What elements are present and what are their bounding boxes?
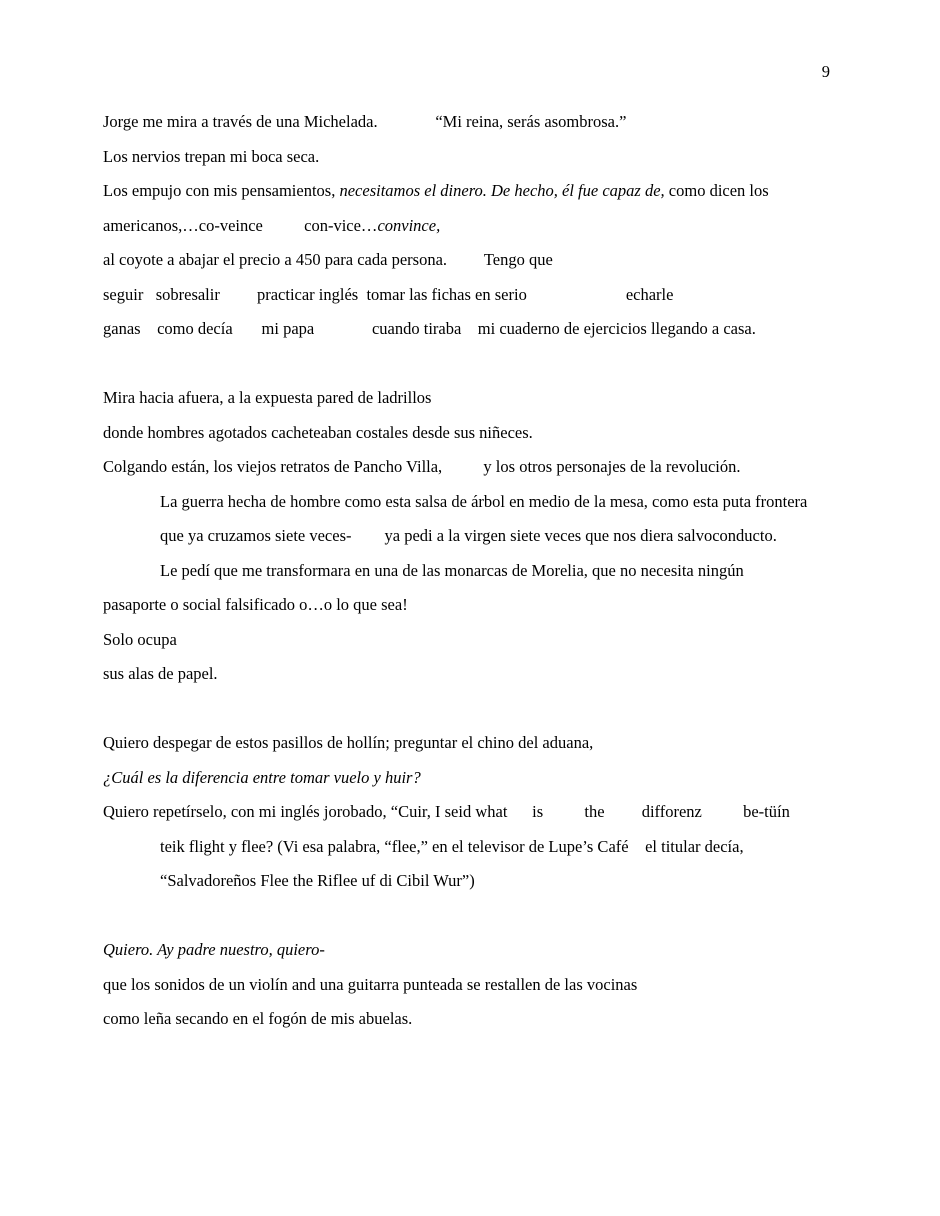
poem-text-segment: pasaporte o social falsificado o…o lo que sea!: [103, 595, 408, 614]
poem-text-segment: ganas como decía mi papa cuando tiraba mi cuaderno de ejercicios llegando a casa.: [103, 319, 756, 338]
poem-text-segment-italic: convince,: [377, 215, 441, 235]
poem-line: [103, 795, 848, 830]
poem-line: [103, 830, 848, 865]
poem-line: [103, 657, 848, 692]
poem-blank-line: [103, 899, 848, 934]
poem-line: [103, 312, 848, 347]
poem-text-segment: americanos,…co-veince con-vice…: [103, 215, 378, 235]
poem-line: [103, 174, 848, 209]
poem-blank-line: [103, 347, 848, 382]
poem-text-segment: Quiero despegar de estos pasillos de hollín; preguntar el chino del aduana,: [103, 733, 594, 752]
poem-text-segment: teik flight y flee? (Vi esa palabra, “flee,” en el televisor de Lupe’s Café el titular decía,: [160, 836, 744, 856]
page-number: 9: [821, 62, 830, 81]
poem-text-segment: que ya cruzamos siete veces- ya pedi a la virgen siete veces que nos diera salvoconducto.: [160, 526, 777, 545]
poem-text-segment: Solo ocupa: [103, 629, 177, 649]
poem-text-segment-italic: Quiero. Ay padre nuestro, quiero-: [103, 940, 325, 959]
poem-text-segment: al coyote a abajar el precio a 450 para cada persona. Tengo que: [103, 250, 553, 269]
poem-text-segment-italic: ¿Cuál es la diferencia entre tomar vuelo y huir?: [103, 767, 421, 787]
poem-line: [103, 761, 848, 796]
poem-body: [103, 105, 848, 1037]
poem-line: [103, 933, 848, 968]
poem-line: [103, 864, 848, 899]
poem-line: [103, 554, 848, 589]
poem-line: [103, 381, 848, 416]
poem-line: [103, 105, 848, 140]
poem-line: [103, 485, 848, 520]
poem-line: [103, 588, 848, 623]
poem-line: [103, 623, 848, 658]
poem-line: [103, 209, 848, 244]
poem-text-segment: Colgando están, los viejos retratos de Pancho Villa, y los otros personajes de la revolución.: [103, 457, 741, 476]
poem-line: [103, 1002, 848, 1037]
poem-text-segment: sus alas de papel.: [103, 664, 218, 683]
poem-text-segment: Los nervios trepan mi boca seca.: [103, 146, 320, 166]
poem-line: [103, 278, 848, 313]
poem-text-segment: Le pedí que me transformara en una de las monarcas de Morelia, que no necesita ningún: [160, 560, 744, 580]
poem-text-segment: que los sonidos de un violín and una guitarra punteada se restallen de las vocinas: [103, 974, 638, 994]
poem-text-segment-italic: necesitamos el dinero. De hecho, él fue capaz de,: [339, 181, 665, 200]
poem-text-segment: seguir sobresalir practicar inglés tomar las fichas en serio echarle: [103, 284, 674, 304]
poem-text-segment: como dicen los: [664, 181, 769, 200]
poem-line: [103, 450, 848, 485]
poem-line: [103, 968, 848, 1003]
poem-line: [103, 519, 848, 554]
poem-text-segment: Quiero repetírselo, con mi inglés jorobado, “Cuir, I seid what is the difforenz be-tüín: [103, 802, 790, 821]
poem-text-segment: como leña secando en el fogón de mis abuelas.: [103, 1009, 413, 1028]
poem-line: [103, 416, 848, 451]
poem-text-segment: Jorge me mira a través de una Michelada. “Mi reina, serás asombrosa.”: [103, 112, 627, 131]
poem-text-segment: Mira hacia afuera, a la expuesta pared de ladrillos: [103, 388, 432, 407]
poem-text-segment: La guerra hecha de hombre como esta salsa de árbol en medio de la mesa, como esta puta frontera: [160, 491, 808, 511]
poem-text-segment: “Salvadoreños Flee the Riflee uf di Cibil Wur”): [160, 871, 475, 890]
poem-line: [103, 726, 848, 761]
poem-line: [103, 243, 848, 278]
poem-line: [103, 140, 848, 175]
poem-text-segment: Los empujo con mis pensamientos,: [103, 181, 340, 200]
poem-blank-line: [103, 692, 848, 727]
poem-text-segment: donde hombres agotados cacheteaban costales desde sus niñeces.: [103, 422, 533, 442]
